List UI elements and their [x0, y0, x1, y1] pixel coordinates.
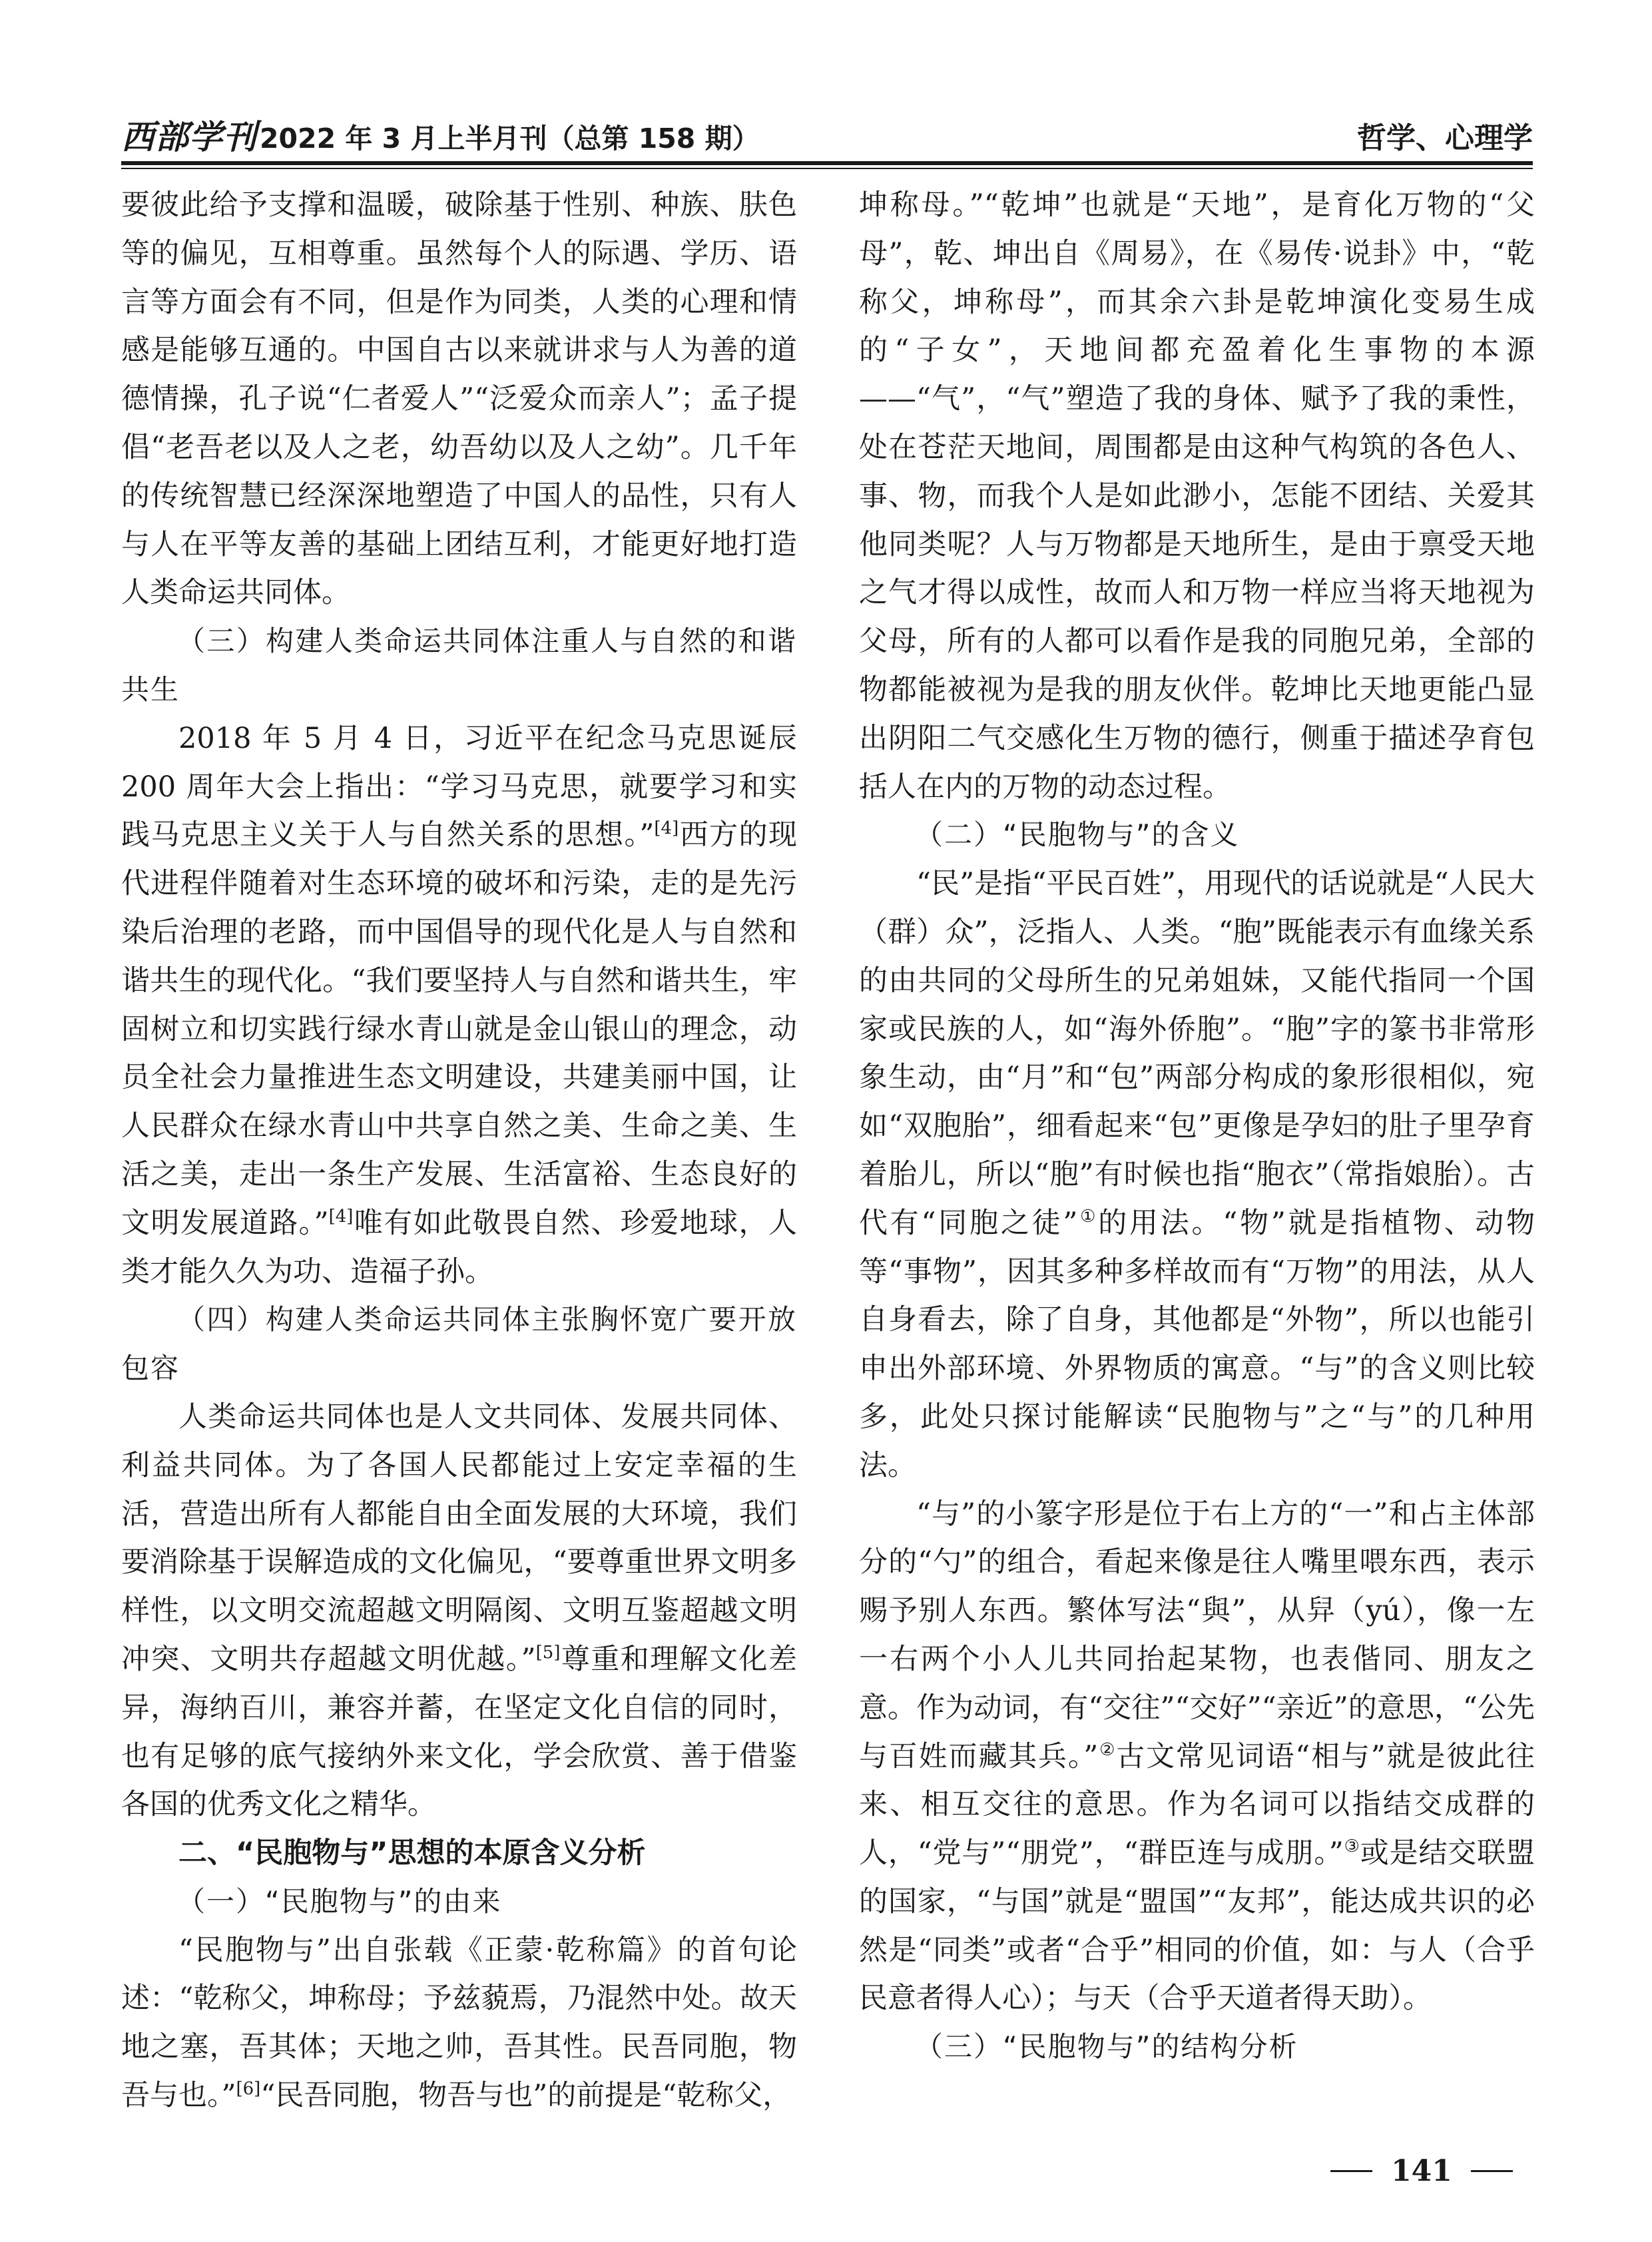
paragraph-text: 古文常见词语“相与”就是彼此往来、相互交往的意思。作为名词可以指结交成群的人，“党与”“朋党”，“群臣连与成朋。”: [859, 1739, 1535, 1870]
paragraph-text: “民吾同胞，物吾与也”的前提是“乾称父，: [260, 2079, 792, 2113]
paragraph-text: 唯有如此敬畏自然、珍爱地球，人类才能久久为功、造福子孙。: [121, 1206, 798, 1288]
subsection-heading: （二）“民胞物与”的含义: [915, 818, 1240, 852]
paragraph-text: “民胞物与”出自张载《正蒙·乾称篇》的首句论述：“乾称父，坤称母；予兹藐焉，乃混然中处。故天地之塞，吾其体；天地之帅，吾其性。民吾同胞，物吾与也。”: [121, 1933, 797, 2113]
paragraph-text: 人类命运共同体也是人文共同体、发展共同体、利益共同体。为了各国人民都能过上安定幸福的生活，营造出所有人都能自由全面发展的大环境，我们要消除基于误解造成的文化偏见，“要尊重世界文明多样性，以文明交流超越文明隔阂、文明互鉴超越文明冲突、文明共存超越文明优越。”: [121, 1400, 797, 1676]
header-rule-thin: [121, 168, 1533, 169]
subsection-heading: （三）“民胞物与”的结构分析: [915, 2030, 1298, 2064]
header-rule-thick: [121, 161, 1533, 165]
issue-info: 2022 年 3 月上半月刊（总第 158 期）: [260, 123, 760, 154]
paragraph-text: 2018 年 5 月 4 日，习近平在纪念马克思诞辰 200 周年大会上指出：“学习马克思，就要学习和实践马克思主义关于人与自然关系的思想。”: [121, 721, 797, 852]
citation: [6]: [236, 2079, 261, 2100]
running-header: [121, 119, 1533, 156]
page-number-dash-right: [1471, 2170, 1513, 2172]
citation: [5]: [535, 1642, 561, 1663]
subsection-heading: （一）“民胞物与”的由来: [177, 1884, 502, 1918]
paragraph-text: “与”的小篆字形是位于右上方的“一”和占主体部分的“勺”的组合，看起来像是往人嘴里喂东西，表示赐予别人东西。繁体写法“與”，从舁（yú），像一左一右两个小人儿共同抬起某物，也表偕同、朋友之意。作为动词，有“交往”“交好”“亲近”的意思，“公先与百姓而藏其兵。”: [859, 1497, 1535, 1773]
page-number-text: 141: [1391, 2154, 1452, 2188]
header-left: [121, 119, 760, 156]
citation: [4]: [328, 1206, 354, 1227]
paragraph: [121, 714, 797, 1296]
right-column: [859, 181, 1535, 2072]
paragraph-text: “民”是指“平民百姓”，用现代的话说就是“人民大（群）众”，泛指人、人类。“胞”既能表示有血缘关系的由共同的父母所生的兄弟姐妹，又能代指同一个国家或民族的人，如“海外侨胞”。“胞”字的篆书非常形象生动，由“月”和“包”两部分构成的象形很相似，宛如“双胞胎”，细看起来“包”更像是孕妇的肚子里孕育着胎儿，所以“胞”有时候也指“胞衣”（常指娘胎）。古代有“同胞之徒”: [859, 867, 1535, 1240]
section-name: 哲学、心理学: [1357, 121, 1533, 155]
paragraph: 坤称母。”“乾坤”也就是“天地”，是育化万物的“父母”，乾、坤出自《周易》，在《易传·说卦》中，“乾称父，坤称母”，而其余六卦是乾坤演化变易生成的“子女”，天地间都充盈着化生事物的本源——“气”，“气”塑造了我的身体、赋予了我的秉性，处在苍茫天地间，周围都是由这种气构筑的各色人、事、物，而我个人是如此渺小，怎能不团结、关爱其他同类呢？人与万物都是天地所生，是由于禀受天地之气才得以成性，故而人和万物一样应当将天地视为父母，所有的人都可以看作是我的同胞兄弟，全部的物都能被视为是我的朋友伙伴。乾坤比天地更能凸显出阴阳二气交感化生万物的德行，侧重于描述孕育包括人在内的万物的动态过程。: [859, 188, 1535, 804]
footnote-marker: ①: [1077, 1206, 1099, 1227]
page-number-dash-left: [1330, 2170, 1372, 2172]
paragraph-text: 或是结交联盟的国家，“与国”就是“盟国”“友邦”，能达成共识的必然是“同类”或者“合乎”相同的价值，如：与人（合乎民意者得人心）；与天（合乎天道者得天助）。: [859, 1836, 1535, 2016]
paragraph: [121, 1393, 797, 1829]
paragraph: [859, 860, 1535, 1490]
journal-name: 西部学刊: [121, 117, 257, 156]
page-number: [1312, 2154, 1531, 2188]
subsection-heading: （四）构建人类命运共同体主张胸怀宽广要开放包容: [121, 1303, 797, 1385]
subsection-heading: （三）构建人类命运共同体注重人与自然的和谐共生: [121, 625, 797, 706]
paragraph: 要彼此给予支撑和温暖，破除基于性别、种族、肤色等的偏见，互相尊重。虽然每个人的际遇、学历、语言等方面会有不同，但是作为同类，人类的心理和情感是能够互通的。中国自古以来就讲求与人为善的道德情操，孔子说“仁者爱人”“泛爱众而亲人”；孟子提倡“老吾老以及人之老，幼吾幼以及人之幼”。几千年的传统智慧已经深深地塑造了中国人的品性，只有人与人在平等友善的基础上团结互利，才能更好地打造人类命运共同体。: [121, 188, 797, 610]
paragraph-text: 尊重和理解文化差异，海纳百川，兼容并蓄，在坚定文化自信的同时，也有足够的底气接纳外来文化，学会欣赏、善于借鉴各国的优秀文化之精华。: [121, 1642, 798, 1822]
paragraph: [121, 1926, 797, 2120]
section-heading: 二、“民胞物与”思想的本原含义分析: [178, 1836, 646, 1870]
paragraph: [859, 1490, 1535, 2024]
footnote-marker: ②: [1098, 1739, 1117, 1760]
citation: [4]: [654, 818, 679, 839]
paragraph-text: 西方的现代进程伴随着对生态环境的破坏和污染，走的是先污染后治理的老路，而中国倡导的现代化是人与自然和谐共生的现代化。“我们要坚持人与自然和谐共生，牢固树立和切实践行绿水青山就是金山银山的理念，动员全社会力量推进生态文明建设，共建美丽中国，让人民群众在绿水青山中共享自然之美、生命之美、生活之美，走出一条生产发展、生活富裕、生态良好的文明发展道路。”: [121, 818, 798, 1240]
paragraph-text: 的用法。“物”就是指植物、动物等“事物”，因其多种多样故而有“万物”的用法，从人自身看去，除了自身，其他都是“外物”，所以也能引申出外部环境、外界物质的寓意。“与”的含义则比较多，此处只探讨能解读“民胞物与”之“与”的几种用法。: [859, 1206, 1535, 1482]
left-column: [121, 181, 797, 2120]
footnote-marker: ③: [1343, 1836, 1360, 1857]
